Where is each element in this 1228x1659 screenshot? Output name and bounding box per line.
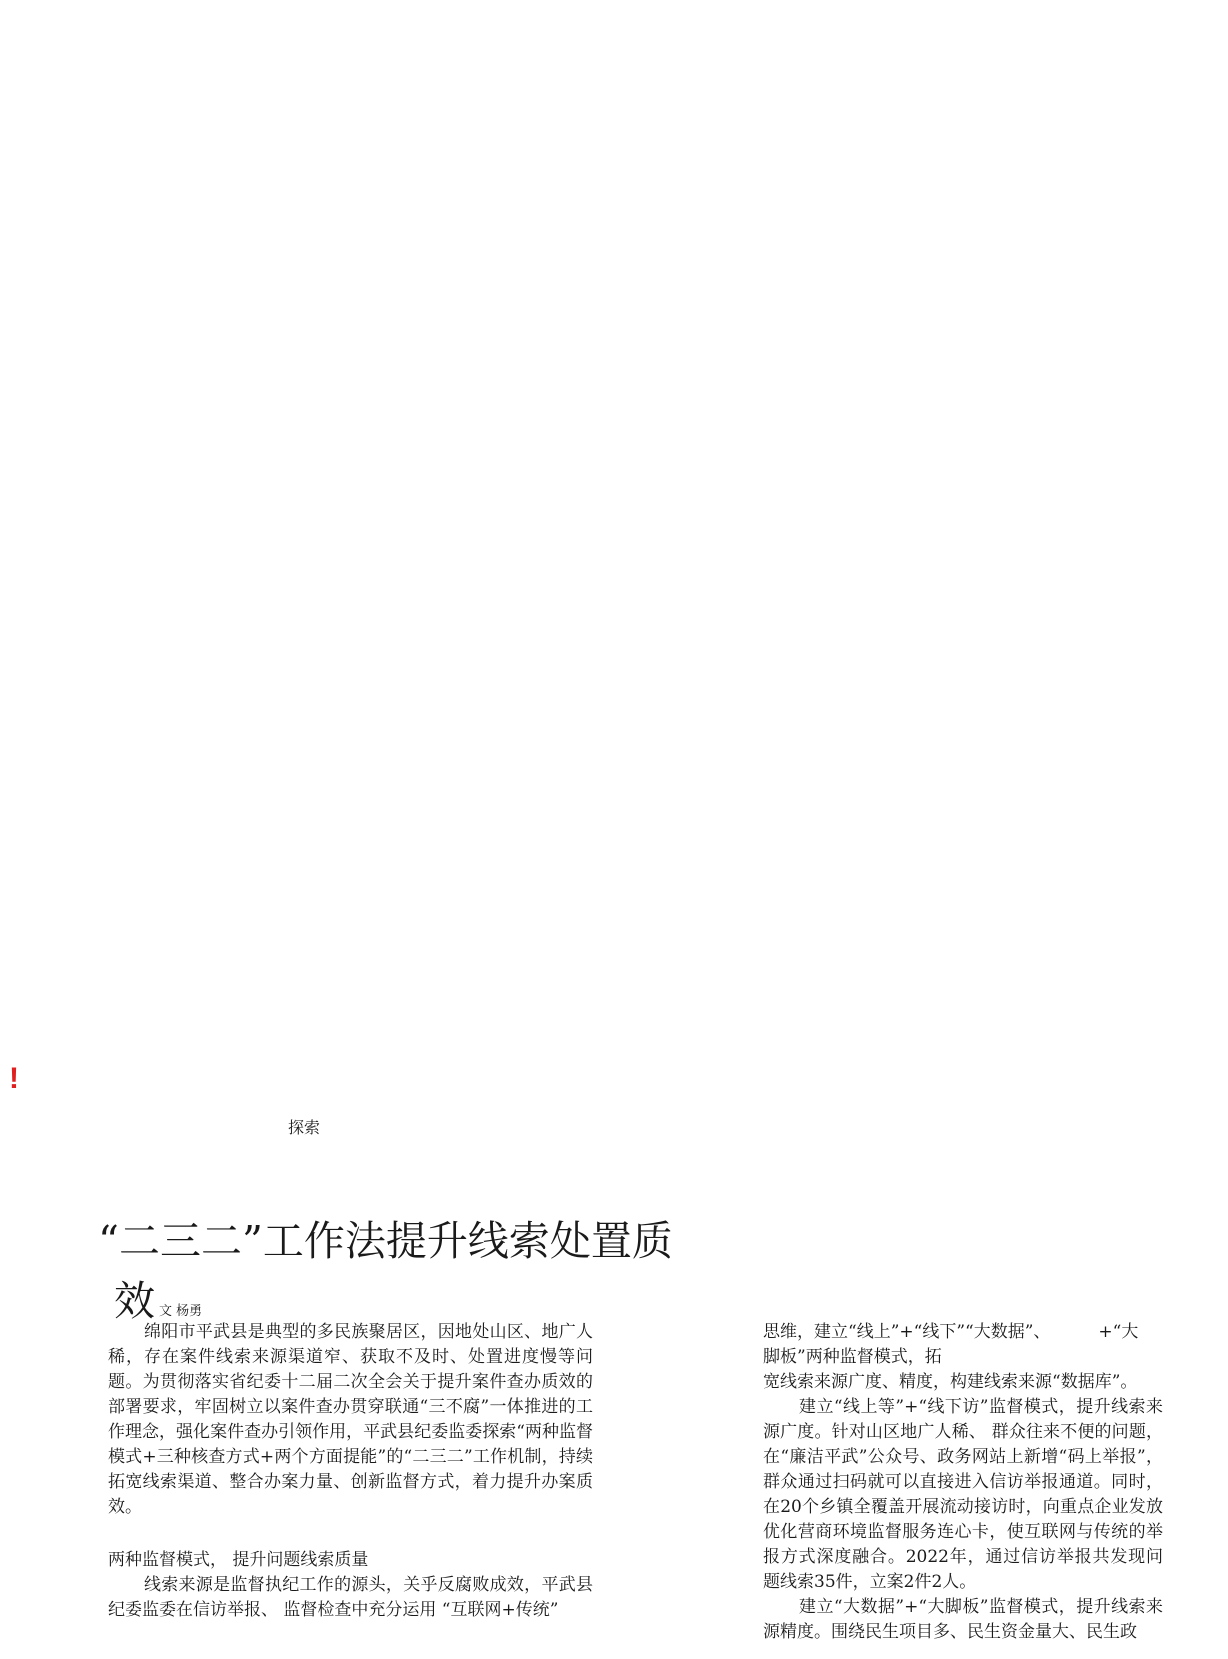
section-tag: 探索 [288, 1118, 321, 1137]
body-paragraph: 线索来源是监督执纪工作的源头，关乎反腐败成效，平武县纪委监委在信访举报、 监督检查中充分运用 “互联网+传统” [108, 1575, 593, 1620]
body-paragraph-bigdata: 建立“大数据”+“大脚板”监督模式，提升线索来源精度。围绕民生项目多、民生资金量大、民生政 [763, 1597, 1163, 1642]
continued-line [763, 1320, 1163, 1345]
article-title: “二三二”工作法提升线索处置质 [98, 1217, 673, 1265]
red-exclamation-mark: ! [9, 1062, 19, 1095]
continued-line-part-a: 思维，建立“线上”+“线下”“大数据”、 [763, 1322, 1051, 1342]
body-paragraph-online-offline: 建立“线上等”+“线下访”监督模式，提升线索来源广度。针对山区地广人稀、 群众往来不便的问题，在“廉洁平武”公众号、政务网站上新增“码上举报”，群众通过扫码就可以直接进入信访举报通道。同时，在20个乡镇全覆盖开展流动接访时，向重点企业发放优化营商环境监督服务连心卡，使互联网与传统的举报方式深度融合。2022年，通过信访举报共发现问题线索35件，立案2件2人。 [763, 1397, 1163, 1592]
left-column [108, 1320, 593, 1623]
article-title-tail: 效 [114, 1277, 155, 1325]
continued-line-part-b: +“大 [1098, 1322, 1139, 1342]
section-subheading: 两种监督模式， 提升问题线索质量 [108, 1550, 369, 1570]
author-byline: 文 杨勇 [159, 1304, 203, 1319]
right-column [763, 1320, 1163, 1645]
article-title-continued [114, 1268, 202, 1327]
continued-line-3: 宽线索来源广度、精度，构建线索来源“数据库”。 [763, 1372, 1138, 1392]
intro-paragraph: 绵阳市平武县是典型的多民族聚居区，因地处山区、地广人稀，存在案件线索来源渠道窄、获取不及时、处置进度慢等问题。为贯彻落实省纪委十二届二次全会关于提升案件查办质效的部署要求，牢固树立以案件查办贯穿联通“三不腐”一体推进的工作理念，强化案件查办引领作用，平武县纪委监委探索“两种监督模式+三种核查方式+两个方面提能”的“二三二”工作机制，持续拓宽线索渠道、整合办案力量、创新监督方式，着力提升办案质效。 [108, 1322, 593, 1517]
continued-line-2: 脚板”两种监督模式，拓 [763, 1347, 942, 1367]
